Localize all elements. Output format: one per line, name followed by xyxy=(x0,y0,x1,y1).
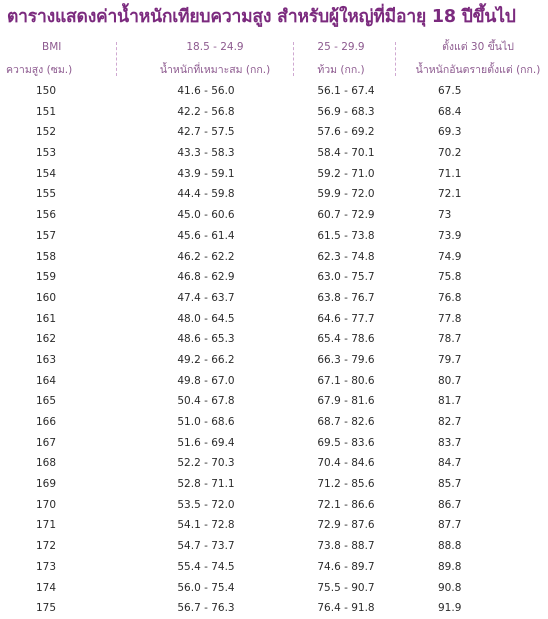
header-overweight-label: ท้วม (กก.) xyxy=(317,64,365,76)
normal-weight-cell: 49.8 - 67.0 xyxy=(177,374,235,387)
obese-weight-cell: 87.7 xyxy=(438,519,462,532)
height-cell: 161 xyxy=(36,312,57,325)
header-divider xyxy=(395,42,396,76)
overweight-cell: 74.6 - 89.7 xyxy=(317,560,375,573)
normal-weight-cell: 46.8 - 62.9 xyxy=(177,271,235,284)
height-cell: 168 xyxy=(36,457,57,470)
table-row xyxy=(0,598,548,619)
obese-weight-cell: 69.3 xyxy=(438,126,462,139)
overweight-cell: 72.1 - 86.6 xyxy=(317,498,375,511)
overweight-cell: 56.1 - 67.4 xyxy=(317,85,375,97)
height-cell: 174 xyxy=(36,581,57,594)
obese-weight-cell: 81.7 xyxy=(438,395,462,408)
overweight-cell: 67.9 - 81.6 xyxy=(317,395,375,408)
overweight-cell: 73.8 - 88.7 xyxy=(317,540,375,553)
height-cell: 166 xyxy=(36,416,57,428)
table-row xyxy=(0,143,548,164)
overweight-cell: 59.2 - 71.0 xyxy=(317,167,375,180)
obese-weight-cell: 76.8 xyxy=(438,291,462,304)
header-normal-weight xyxy=(140,40,290,78)
table-header xyxy=(0,40,548,78)
table-row xyxy=(0,453,548,474)
height-cell: 173 xyxy=(36,560,57,573)
height-cell: 171 xyxy=(36,519,57,532)
overweight-cell: 76.4 - 91.8 xyxy=(317,602,375,615)
height-cell: 165 xyxy=(36,395,57,408)
height-cell: 163 xyxy=(36,353,57,366)
normal-weight-cell: 42.2 - 56.8 xyxy=(177,105,235,118)
obese-weight-cell: 86.7 xyxy=(438,498,462,511)
table-row xyxy=(0,102,548,123)
obese-weight-cell: 75.8 xyxy=(438,271,462,284)
normal-weight-cell: 48.6 - 65.3 xyxy=(177,333,235,346)
table-row xyxy=(0,205,548,226)
obese-weight-cell: 71.1 xyxy=(438,167,462,180)
table-row xyxy=(0,288,548,309)
table-row xyxy=(0,391,548,412)
overweight-cell: 70.4 - 84.6 xyxy=(317,457,375,470)
header-normal-range: 18.5 - 24.9 xyxy=(186,41,244,53)
obese-weight-cell: 91.9 xyxy=(438,602,462,615)
obese-weight-cell: 80.7 xyxy=(438,374,462,387)
normal-weight-cell: 49.2 - 66.2 xyxy=(177,353,235,366)
header-obese-label: น้ำหนักอันตรายตั้งแต่ (กก.) xyxy=(415,64,541,76)
table-row xyxy=(0,412,548,433)
height-cell: 175 xyxy=(36,602,57,615)
height-cell: 162 xyxy=(36,333,57,346)
normal-weight-cell: 46.2 - 62.2 xyxy=(177,250,235,263)
normal-weight-cell: 55.4 - 74.5 xyxy=(177,560,235,573)
table-body xyxy=(0,81,548,619)
table-row xyxy=(0,267,548,288)
overweight-cell: 60.7 - 72.9 xyxy=(317,209,375,222)
obese-weight-cell: 88.8 xyxy=(438,540,462,553)
obese-weight-cell: 82.7 xyxy=(438,416,462,428)
table-row xyxy=(0,226,548,247)
obese-weight-cell: 73 xyxy=(438,209,452,222)
table-row xyxy=(0,536,548,557)
header-height xyxy=(6,40,86,78)
header-overweight xyxy=(296,40,386,78)
normal-weight-cell: 56.0 - 75.4 xyxy=(177,581,235,594)
overweight-cell: 69.5 - 83.6 xyxy=(317,436,375,449)
obese-weight-cell: 72.1 xyxy=(438,188,462,201)
height-cell: 151 xyxy=(36,105,57,118)
height-cell: 155 xyxy=(36,188,57,201)
overweight-cell: 61.5 - 73.8 xyxy=(317,229,375,242)
overweight-cell: 65.4 - 78.6 xyxy=(317,333,375,346)
obese-weight-cell: 68.4 xyxy=(438,105,462,118)
obese-weight-cell: 79.7 xyxy=(438,353,462,366)
header-obese-range: ตั้งแต่ 30 ขึ้นไป xyxy=(442,41,514,53)
table-row xyxy=(0,495,548,516)
height-cell: 159 xyxy=(36,271,57,284)
height-cell: 160 xyxy=(36,291,57,304)
normal-weight-cell: 47.4 - 63.7 xyxy=(177,291,235,304)
table-row xyxy=(0,164,548,185)
height-cell: 167 xyxy=(36,436,57,449)
table-row xyxy=(0,184,548,205)
normal-weight-cell: 54.7 - 73.7 xyxy=(177,540,235,553)
table-row xyxy=(0,350,548,371)
obese-weight-cell: 84.7 xyxy=(438,457,462,470)
table-row xyxy=(0,371,548,392)
header-normal-label: น้ำหนักที่เหมาะสม (กก.) xyxy=(159,64,271,76)
height-cell: 150 xyxy=(36,85,57,97)
overweight-cell: 72.9 - 87.6 xyxy=(317,519,375,532)
normal-weight-cell: 56.7 - 76.3 xyxy=(177,602,235,615)
overweight-cell: 62.3 - 74.8 xyxy=(317,250,375,263)
height-cell: 172 xyxy=(36,540,57,553)
obese-weight-cell: 70.2 xyxy=(438,147,462,160)
table-row xyxy=(0,81,548,102)
obese-weight-cell: 73.9 xyxy=(438,229,462,242)
overweight-cell: 66.3 - 79.6 xyxy=(317,353,375,366)
obese-weight-cell: 83.7 xyxy=(438,436,462,449)
header-overweight-range: 25 - 29.9 xyxy=(317,41,365,53)
obese-weight-cell: 90.8 xyxy=(438,581,462,594)
height-cell: 157 xyxy=(36,229,57,242)
table-row xyxy=(0,309,548,330)
normal-weight-cell: 52.8 - 71.1 xyxy=(177,478,235,491)
obese-weight-cell: 78.7 xyxy=(438,333,462,346)
overweight-cell: 57.6 - 69.2 xyxy=(317,126,375,139)
height-cell: 164 xyxy=(36,374,57,387)
obese-weight-cell: 85.7 xyxy=(438,478,462,491)
page-title: ตารางแสดงค่าน้ำหนักเทียบความสูง สำหรับผู้ใหญ่ที่มีอายุ 18 ปีขึ้นไป xyxy=(7,7,516,27)
normal-weight-cell: 41.6 - 56.0 xyxy=(177,85,235,97)
normal-weight-cell: 45.6 - 61.4 xyxy=(177,229,235,242)
height-cell: 154 xyxy=(36,167,57,180)
table-row xyxy=(0,433,548,454)
height-cell: 156 xyxy=(36,209,57,222)
normal-weight-cell: 42.7 - 57.5 xyxy=(177,126,235,139)
overweight-cell: 67.1 - 80.6 xyxy=(317,374,375,387)
header-divider xyxy=(116,42,117,76)
overweight-cell: 68.7 - 82.6 xyxy=(317,416,375,428)
obese-weight-cell: 74.9 xyxy=(438,250,462,263)
header-height-label: ความสูง (ซม.) xyxy=(6,64,73,76)
header-divider xyxy=(293,42,294,76)
normal-weight-cell: 51.0 - 68.6 xyxy=(177,416,235,428)
obese-weight-cell: 77.8 xyxy=(438,312,462,325)
height-cell: 152 xyxy=(36,126,57,139)
normal-weight-cell: 45.0 - 60.6 xyxy=(177,209,235,222)
normal-weight-cell: 52.2 - 70.3 xyxy=(177,457,235,470)
normal-weight-cell: 44.4 - 59.8 xyxy=(177,188,235,201)
overweight-cell: 59.9 - 72.0 xyxy=(317,188,375,201)
normal-weight-cell: 43.3 - 58.3 xyxy=(177,147,235,160)
normal-weight-cell: 43.9 - 59.1 xyxy=(177,167,235,180)
overweight-cell: 63.8 - 76.7 xyxy=(317,291,375,304)
overweight-cell: 64.6 - 77.7 xyxy=(317,312,375,325)
height-cell: 169 xyxy=(36,478,57,491)
table-row xyxy=(0,474,548,495)
table-row xyxy=(0,557,548,578)
overweight-cell: 58.4 - 70.1 xyxy=(317,147,375,160)
header-bmi-label: BMI xyxy=(42,41,62,53)
normal-weight-cell: 51.6 - 69.4 xyxy=(177,436,235,449)
normal-weight-cell: 48.0 - 64.5 xyxy=(177,312,235,325)
height-cell: 153 xyxy=(36,147,57,160)
normal-weight-cell: 50.4 - 67.8 xyxy=(177,395,235,408)
table-row xyxy=(0,515,548,536)
table-row xyxy=(0,329,548,350)
table-row xyxy=(0,247,548,268)
obese-weight-cell: 67.5 xyxy=(438,85,462,97)
normal-weight-cell: 53.5 - 72.0 xyxy=(177,498,235,511)
height-cell: 158 xyxy=(36,250,57,263)
height-cell: 170 xyxy=(36,498,57,511)
normal-weight-cell: 54.1 - 72.8 xyxy=(177,519,235,532)
overweight-cell: 71.2 - 85.6 xyxy=(317,478,375,491)
overweight-cell: 56.9 - 68.3 xyxy=(317,105,375,118)
obese-weight-cell: 89.8 xyxy=(438,560,462,573)
overweight-cell: 75.5 - 90.7 xyxy=(317,581,375,594)
overweight-cell: 63.0 - 75.7 xyxy=(317,271,375,284)
header-obese xyxy=(408,40,548,78)
table-row xyxy=(0,122,548,143)
